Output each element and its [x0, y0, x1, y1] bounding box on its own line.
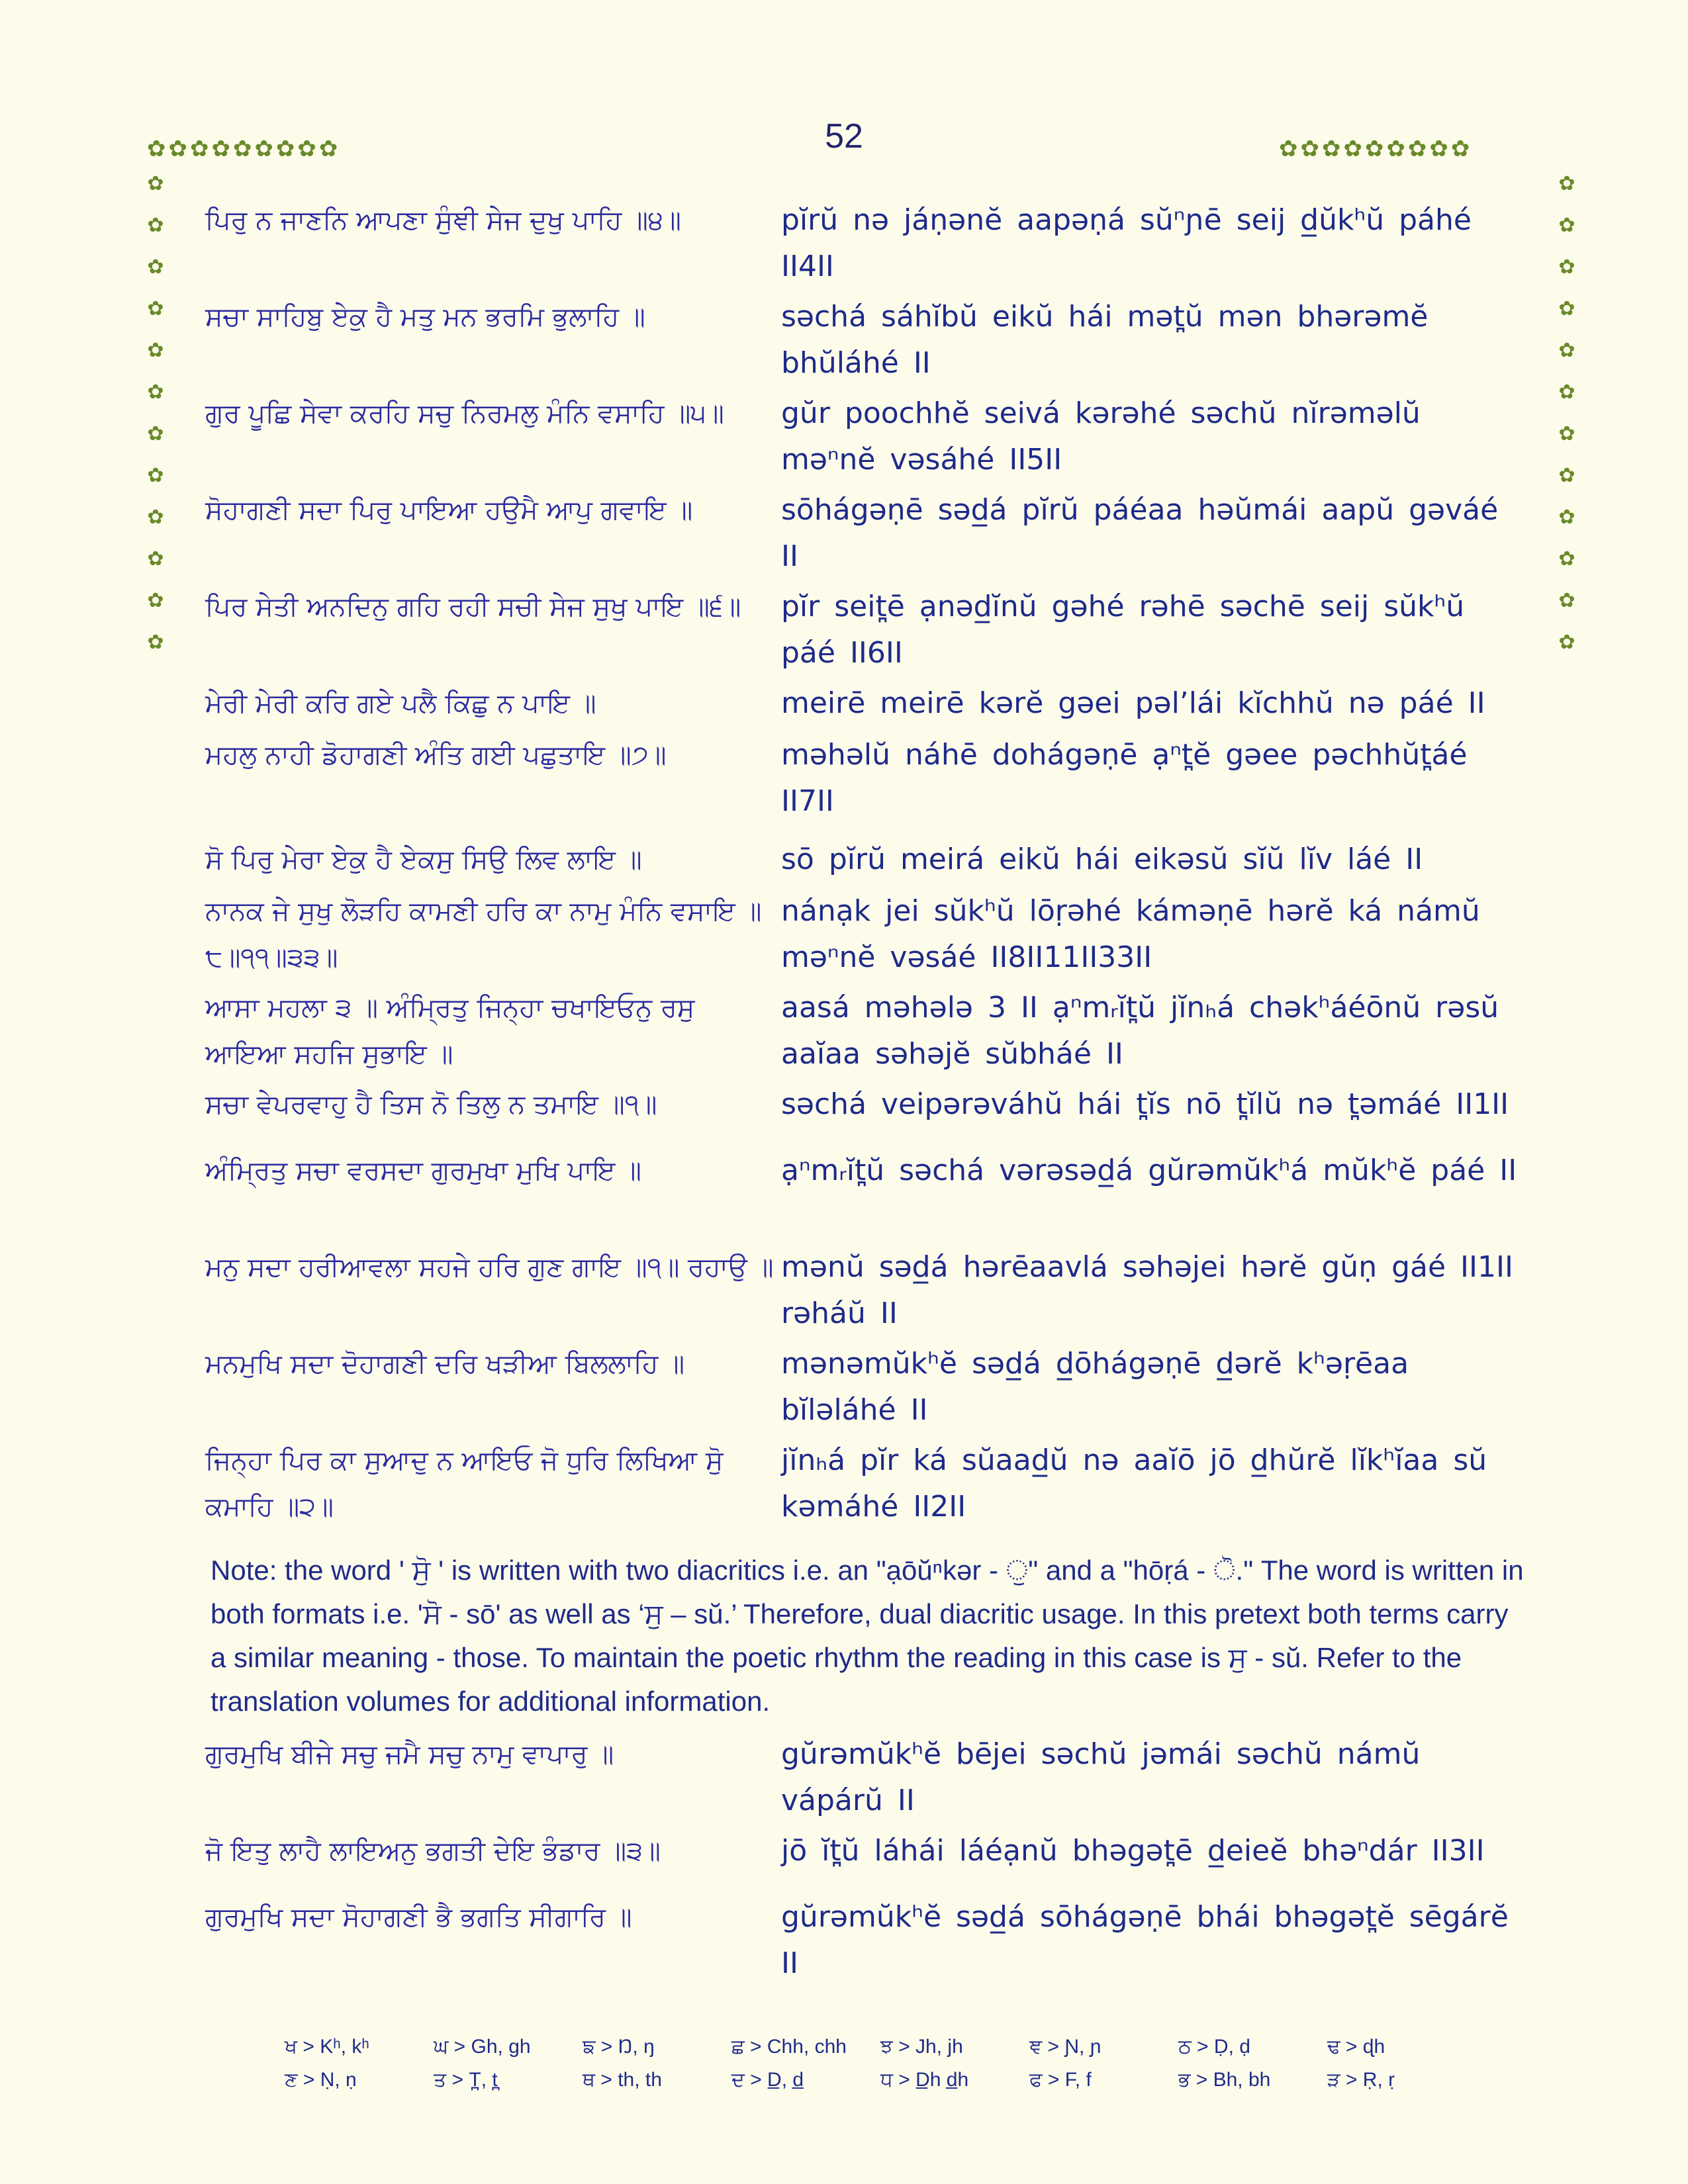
gurmukhi-line: ਜਿਨ੍ਹਾ ਪਿਰ ਕਾ ਸੁਆਦੁ ਨ ਆਇਓ ਜੋ ਧੁਰਿ ਲਿਖਿਆ ਸੁੋ ਕਮਾਹਿ ॥੨॥ [205, 1445, 724, 1522]
page-number: 52 [825, 117, 863, 156]
legend-entry: ਦ > D̲, d̲ [731, 2069, 804, 2091]
gurmukhi-line: ਸਚਾ ਵੇਪਰਵਾਹੁ ਹੈ ਤਿਸ ਨੋ ਤਿਲੁ ਨ ਤਮਾਇ ॥੧॥ [205, 1089, 657, 1120]
flower-border-top-right: ✿✿✿✿✿✿✿✿✿ [1279, 136, 1473, 162]
verse-row [205, 732, 1556, 837]
legend-entry: ਧ > D̲h d̲h [880, 2069, 969, 2091]
flower-border-top-left: ✿✿✿✿✿✿✿✿✿ [147, 136, 341, 162]
transliteration-line: mənŭ səd̲á hərēaavlá səhəjei hərĕ gŭṇ gáé II1II rəháŭ II [781, 1250, 1513, 1330]
legend-row [285, 2064, 1476, 2097]
legend-entry: ਙ > Ŋ, ŋ [583, 2036, 655, 2058]
transliteration-line: mənəmŭkʰĕ səd̲á d̲ōhágəṇē d̲ərĕ kʰəṛēaa bĭləláhé II [781, 1347, 1409, 1427]
verse-list-after-note [205, 1731, 1556, 1991]
legend-entry: ਥ > th, th [583, 2069, 662, 2091]
legend-entry: ਤ > T̪, t̪ [434, 2069, 498, 2091]
legend-entry: ਝ > Jh, jh [880, 2036, 963, 2058]
gurmukhi-line: ਗੁਰਮੁਖਿ ਸਦਾ ਸੋਹਾਗਣੀ ਭੈ ਭਗਤਿ ਸੀਗਾਰਿ ॥ [205, 1902, 632, 1933]
verse-row [205, 680, 1556, 732]
gurmukhi-line: ਆਸਾ ਮਹਲਾ ੩ ॥ ਅੰਮ੍ਰਿਤੁ ਜਿਨ੍ਹਾ ਚਖਾਇਓਨੁ ਰਸੁ ਆਇਆ ਸਹਜਿ ਸੁਭਾਇ ॥ [205, 993, 695, 1069]
gurmukhi-line: ਮਹਲੁ ਨਾਹੀ ਡੋਹਾਗਣੀ ਅੰਤਿ ਗਈ ਪਛੁਤਾਇ ॥੭॥ [205, 740, 667, 770]
transliteration-line: səchá veipərəváhŭ hái t̪ĭs nō t̪ĭlŭ nə t̪əmáé II1II [781, 1087, 1509, 1121]
gurmukhi-line: ਗੁਰਮੁਖਿ ਬੀਜੇ ਸਚੁ ਜਮੈ ਸਚੁ ਨਾਮੁ ਵਾਪਾਰੁ ॥ [205, 1739, 614, 1770]
transliteration-line: gŭrəmŭkʰĕ səd̲á sōhágəṇē bhái bhəgət̪ĕ sēgárĕ II [781, 1900, 1509, 1980]
verse-row [205, 985, 1556, 1081]
verse-row [205, 1244, 1556, 1341]
gurmukhi-line: ਮਨੁ ਸਦਾ ਹਰੀਆਵਲਾ ਸਹਜੇ ਹਰਿ ਗੁਣ ਗਾਇ ॥੧॥ ਰਹਾਉ ॥ [205, 1252, 774, 1283]
verse-row [205, 888, 1556, 985]
gurmukhi-line: ਸਚਾ ਸਾਹਿਬੁ ਏਕੁ ਹੈ ਮਤੁ ਮਨ ਭਰਮਿ ਭੁਲਾਹਿ ॥ [205, 302, 645, 332]
verse-row [205, 487, 1556, 584]
gurmukhi-line: ਪਿਰ ਸੇਤੀ ਅਨਦਿਨੁ ਗਹਿ ਰਹੀ ਸਚੀ ਸੇਜ ਸੁਖੁ ਪਾਇ ॥੬॥ [205, 592, 741, 622]
verse-row [205, 1437, 1556, 1534]
gurmukhi-line: ਮੇਰੀ ਮੇਰੀ ਕਰਿ ਗਏ ਪਲੈ ਕਿਛੁ ਨ ਪਾਇ ॥ [205, 688, 596, 719]
transliteration-line: ạⁿmᵣĭt̪ŭ səchá vərəsəd̲á gŭrəmŭkʰá mŭkʰĕ páé II [781, 1154, 1517, 1187]
gurmukhi-line: ਪਿਰੁ ਨ ਜਾਣਨਿ ਆਪਣਾ ਸੁੰਞੀ ਸੇਜ ਦੁਖੁ ਪਾਹਿ ॥੪॥ [205, 205, 681, 236]
gurmukhi-line: ਮਨਮੁਖਿ ਸਦਾ ਦੋਹਾਗਣੀ ਦਰਿ ਖੜੀਆ ਬਿਲਲਾਹਿ ॥ [205, 1349, 685, 1379]
transliteration-line: gŭr poochhĕ seivá kərəhé səchŭ nĭrəməlŭ məⁿnĕ vəsáhé II5II [781, 396, 1421, 477]
verse-row [205, 197, 1556, 294]
diacritic-note: Note: the word ' ਸੁੋ ' is written with two diacritics i.e. an "ạōŭⁿkər - ੁ" and a "hōṛá - ੋ." The word is written in both formats i.e. 'ਸੋ - sō' as well as ‘ਸੁ – sŭ.’ Therefore, dual diacritic usage. In this pretext both terms carry a similar meaning - those. To maintain the poetic rhythm the reading in this case is ਸੁ - sŭ. Refer to the translation volumes for additional information. [211, 1555, 1524, 1717]
legend-entry: ਭ > Bh, bh [1178, 2069, 1271, 2091]
legend-entry: ਘ > Gh, gh [434, 2036, 531, 2058]
gurmukhi-line: ਸੋ ਪਿਰੁ ਮੇਰਾ ਏਕੁ ਹੈ ਏਕਸੁ ਸਿਉ ਲਿਵ ਲਾਇ ॥ [205, 844, 642, 875]
gurmukhi-line: ਸੋਹਾਗਣੀ ਸਦਾ ਪਿਰੁ ਪਾਇਆ ਹਉਮੈ ਆਪੁ ਗਵਾਇ ॥ [205, 495, 693, 525]
gurmukhi-line: ਅੰਮ੍ਰਿਤੁ ਸਚਾ ਵਰਸਦਾ ਗੁਰਮੁਖਾ ਮੁਖਿ ਪਾਇ ॥ [205, 1156, 642, 1186]
transliteration-line: sōhágəṇē səd̲á pĭrŭ páéaa həŭmái aapŭ gəváé II [781, 493, 1499, 573]
transliteration-line: pĭrŭ nə jáṇənĕ aapəṇá sŭⁿɲē seij d̲ŭkʰŭ páhé II4II [781, 203, 1472, 283]
transliteration-line: jō ĭt̪ŭ láhái láéạnŭ bhəgət̪ē d̲eieĕ bhəⁿdár II3II [781, 1834, 1485, 1868]
legend-entry: ਖ > Kʰ, kʰ [285, 2036, 369, 2058]
flower-border-right: ✿ ✿ ✿ ✿ ✿ ✿ ✿ ✿ ✿ ✿ ✿ ✿ [1558, 172, 1575, 654]
verse-row [205, 1828, 1556, 1894]
transliteration-legend [285, 2030, 1476, 2097]
gurmukhi-line: ਨਾਨਕ ਜੇ ਸੁਖੁ ਲੋੜਹਿ ਕਾਮਣੀ ਹਰਿ ਕਾ ਨਾਮੁ ਮੰਨਿ ਵਸਾਇ ॥੮॥੧੧॥੩੩॥ [205, 896, 762, 973]
verse-row [205, 1731, 1556, 1828]
verse-row [205, 294, 1556, 390]
legend-row [285, 2030, 1476, 2064]
transliteration-line: jĭnₕá pĭr ká sŭaad̲ŭ nə aaĭō jō d̲hŭrĕ lĭkʰĭaa sŭ kəmáhé II2II [781, 1443, 1487, 1524]
gurmukhi-line: ਗੁਰ ਪੂਛਿ ਸੇਵਾ ਕਰਹਿ ਸਚੁ ਨਿਰਮਲੁ ਮੰਨਿ ਵਸਾਹਿ ॥੫॥ [205, 398, 724, 429]
legend-entry: ਢ > ɖh [1327, 2036, 1385, 2058]
legend-entry: ਫ > F, f [1029, 2069, 1092, 2091]
legend-entry: ਛ > Chh, chh [731, 2036, 847, 2058]
verse-row [205, 1081, 1556, 1148]
verse-row [205, 1341, 1556, 1437]
verse-row [205, 584, 1556, 680]
legend-entry: ਞ > Ɲ, ɲ [1029, 2036, 1102, 2058]
transliteration-line: gŭrəmŭkʰĕ bējei səchŭ jəmái səchŭ námŭ vápárŭ II [781, 1737, 1421, 1817]
legend-entry: ਠ > Ḍ, ḍ [1178, 2036, 1250, 2058]
verse-row [205, 1148, 1556, 1244]
verse-row [205, 1894, 1556, 1991]
transliteration-line: nánạk jei sŭkʰŭ lōṛəhé káməṇē hərĕ ká námŭ məⁿnĕ vəsáé II8II11II33II [781, 894, 1480, 974]
legend-entry: ੜ > Ṛ, ṛ [1327, 2069, 1395, 2091]
transliteration-line: məhəlŭ náhē dohágəṇē ạⁿt̪ĕ gəee pəchhŭt̪áé II7II [781, 738, 1468, 818]
gurmukhi-line: ਜੋ ਇਤੁ ਲਾਹੈ ਲਾਇਅਨੁ ਭਗਤੀ ਦੇਇ ਭੰਡਾਰ ॥੩॥ [205, 1836, 661, 1866]
transliteration-line: aasá məhələ 3 II ạⁿmᵣĭt̪ŭ jĭnₕá chəkʰáéōnŭ rəsŭ aaĭaa səhəjĕ sŭbháé II [781, 991, 1499, 1071]
transliteration-line: pĭr seit̪ē ạnəd̲ĭnŭ gəhé rəhē səchē seij sŭkʰŭ páé II6II [781, 590, 1465, 670]
flower-border-left: ✿ ✿ ✿ ✿ ✿ ✿ ✿ ✿ ✿ ✿ ✿ ✿ [147, 172, 164, 654]
transliteration-line: sō pĭrŭ meirá eikŭ hái eikəsŭ sĭŭ lĭv láé II [781, 842, 1423, 876]
verse-list [205, 197, 1556, 1534]
transliteration-line: səchá sáhĭbŭ eikŭ hái mət̪ŭ mən bhərəmĕ bhŭláhé II [781, 300, 1429, 380]
verse-row [205, 837, 1556, 888]
verse-row [205, 390, 1556, 487]
transliteration-line: meirē meirē kərĕ gəei pəl’lái kĭchhŭ nə páé II [781, 686, 1485, 720]
legend-entry: ਣ > Ṇ, ṇ [285, 2069, 357, 2091]
